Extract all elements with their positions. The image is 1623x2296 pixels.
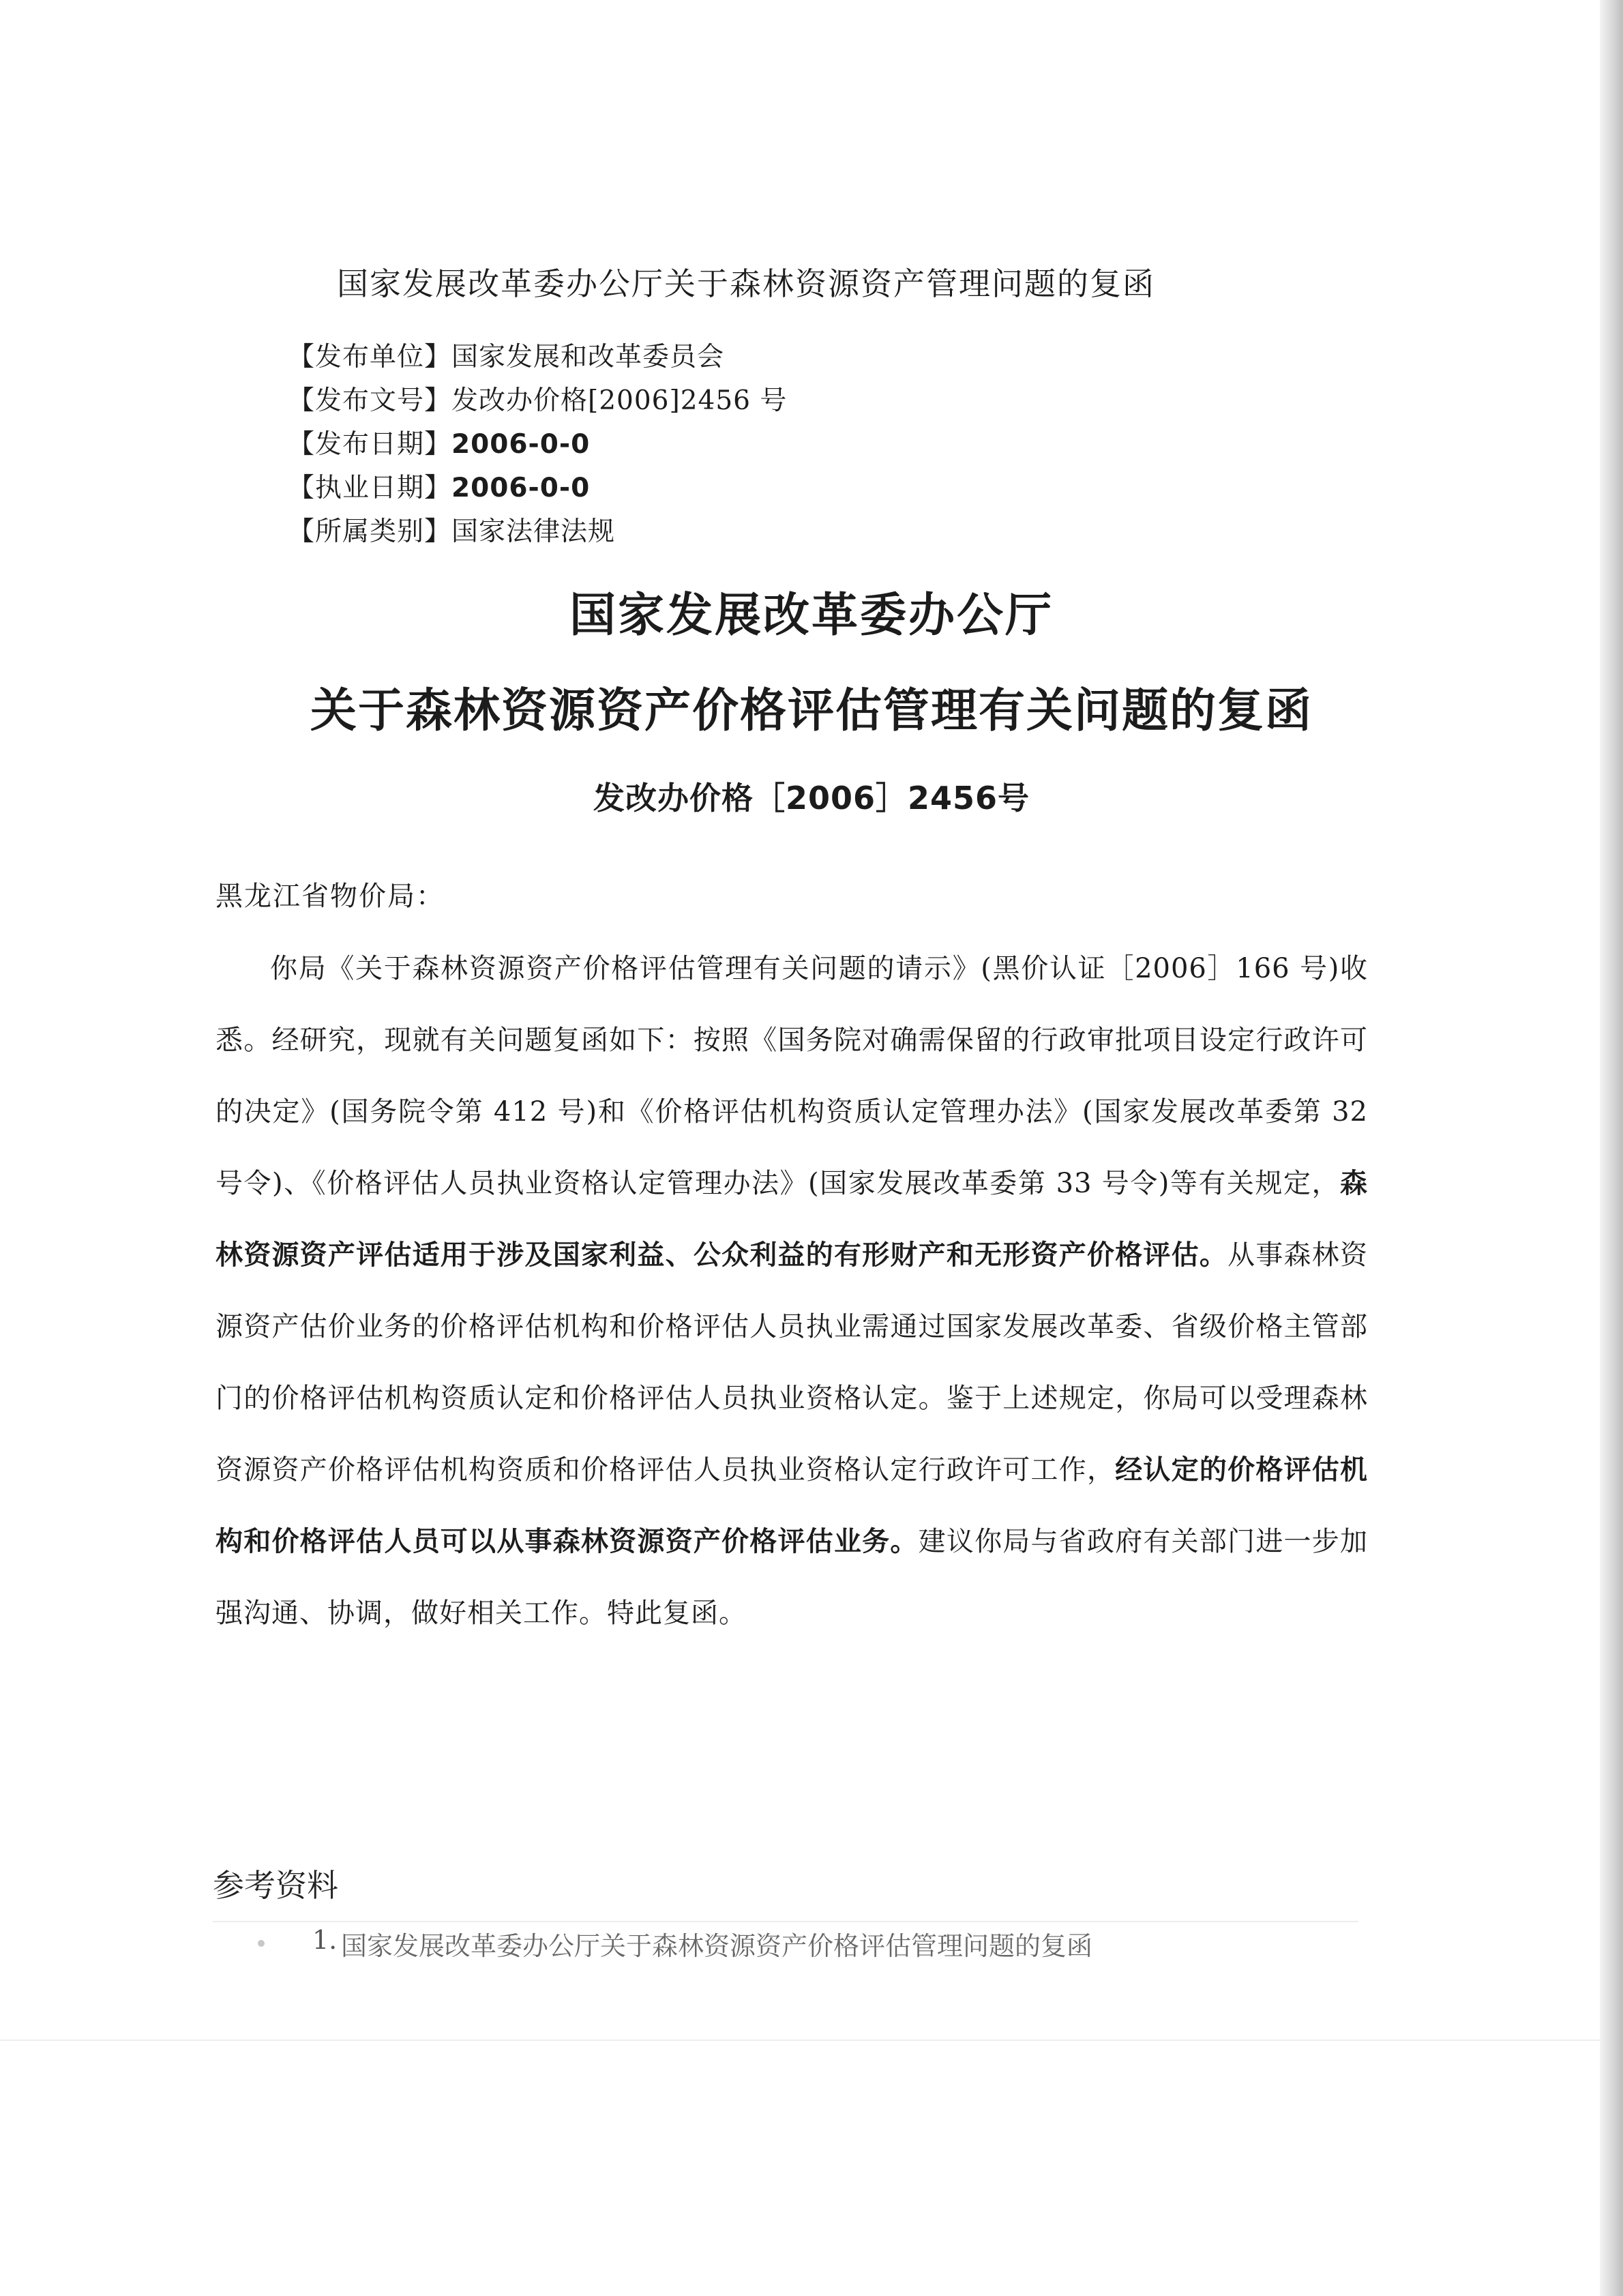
meta-value: 发改办价格[2006]2456 号 [451,385,788,416]
page-divider [0,2040,1600,2041]
body-paragraph [215,933,1368,1649]
meta-value: 2006-0-0 [451,429,591,460]
salutation: 黑龙江省物价局： [215,881,445,912]
meta-value: 国家发展和改革委员会 [451,342,725,372]
meta-row-publisher [288,336,787,379]
body-text-segment: 你局《关于森林资源资产价格评估管理有关问题的请示》(黑价认证［2006］166 号)收悉。经研究，现就有关问题复函如下：按照《国务院对确需保留的行政审批项目设定行政许可的决定》(国务院令第 412 号)和《价格评估机构资质认定管理办法》(国家发展改革委第 32 号令)、《价格评估人员执业资格认定管理办法》(国家发展改革委第 33 号令)等有关规定， [215,953,1368,1199]
metadata-block [288,336,787,554]
references-heading: 参考资料 [213,1867,338,1904]
meta-row-doc-number [288,379,787,423]
document-heading-line-1: 国家发展改革委办公厅 [569,589,1054,643]
meta-label: 【执业日期】 [288,473,452,503]
meta-label: 【发布日期】 [288,429,452,460]
meta-row-category [288,510,787,554]
scan-edge-shadow [1600,0,1623,2296]
references-divider [213,1921,1358,1922]
meta-row-publish-date [288,423,787,467]
body-text-segment: 从事森林资源资产估价业务的价格评估机构和价格评估人员执业需通过国家发展改革委、省级价格主管部门的价格评估机构资质认定和价格评估人员执业资格认定。鉴于上述规定，你局可以受理森林资源资产价格评估机构资质和价格评估人员执业资格认定行政许可工作， [215,1239,1369,1486]
bullet-icon [258,1940,265,1947]
meta-value: 国家法律法规 [451,516,616,547]
body-bold-segment: 森林资源资产评估适用于涉及国家利益、公众利益的有形财产和无形资产价格评估。 [215,1168,1368,1271]
document-number: 发改办价格［2006］2456号 [593,780,1030,816]
document-heading-line-2: 关于森林资源资产价格评估管理有关问题的复函 [310,684,1313,738]
meta-row-effective-date [288,467,787,510]
page-title: 国家发展改革委办公厅关于森林资源资产管理问题的复函 [337,265,1155,302]
body-bold-segment: 经认定的价格评估机构和价格评估人员可以从事森林资源资产价格评估业务。 [215,1454,1369,1557]
meta-label: 【所属类别】 [288,516,452,547]
meta-label: 【发布文号】 [288,385,452,416]
meta-label: 【发布单位】 [288,342,452,372]
reference-number: 1. [312,1925,338,1955]
reference-link[interactable]: 国家发展改革委办公厅关于森林资源资产价格评估管理问题的复函 [341,1931,1093,1961]
body-text-segment: 建议你局与省政府有关部门进一步加强沟通、协调，做好相关工作。特此复函。 [215,1526,1368,1629]
meta-value: 2006-0-0 [451,473,591,503]
